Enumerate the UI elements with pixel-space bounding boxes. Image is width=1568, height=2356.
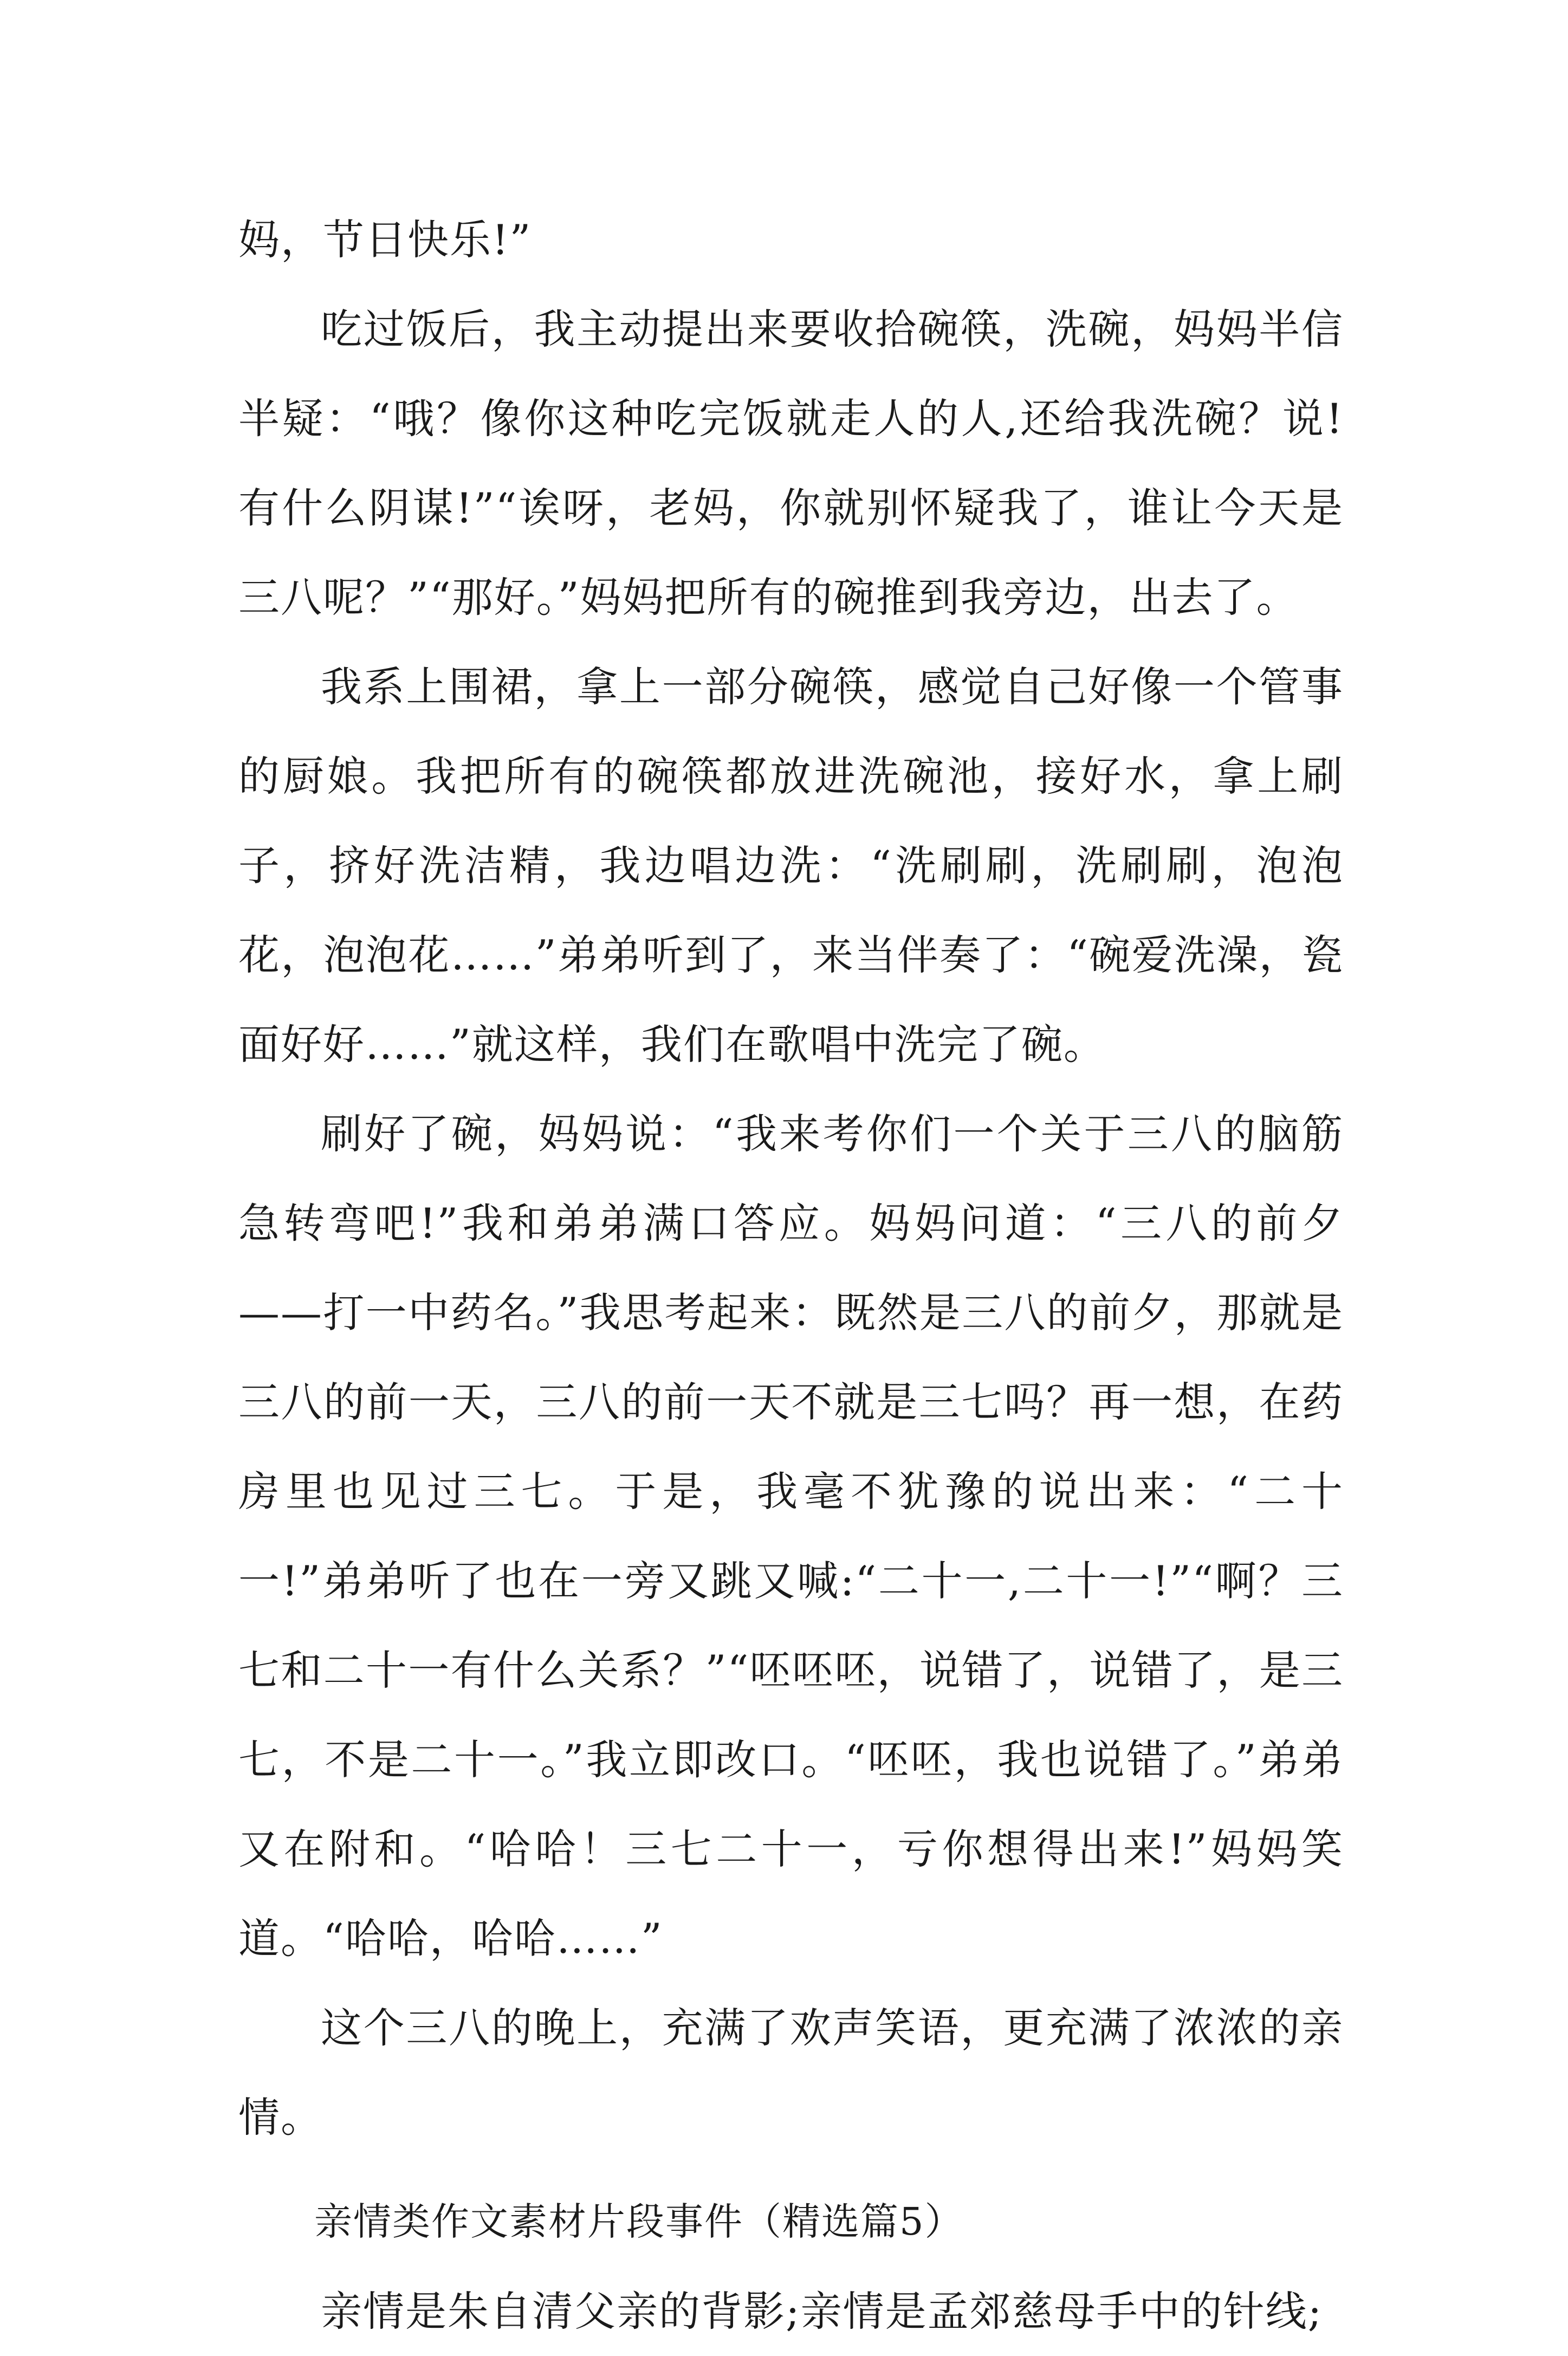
section-heading: 亲情类作文素材片段事件（精选篇5） <box>314 2199 964 2244</box>
document-body <box>238 195 1344 2356</box>
paragraph-washing-dishes: 我系上围裙，拿上一部分碗筷，感觉自己好像一个管事的厨娘。我把所有的碗筷都放进洗碗池，接好水，拿上刷子，挤好洗洁精，我边唱边洗：“洗刷刷，洗刷刷，泡泡花，泡泡花……”弟弟听到了，来当伴奏了：“碗爱洗澡，瓷面好好……”就这样，我们在歌唱中洗完了碗。 <box>238 663 1344 1069</box>
paragraph-continuation: 妈，节日快乐!” <box>238 216 532 264</box>
paragraph-washing-offer: 吃过饭后，我主动提出来要收拾碗筷，洗碗，妈妈半信半疑：“哦？像你这种吃完饭就走人的人,还给我洗碗？说!有什么阴谋!”“诶呀，老妈，你就别怀疑我了，谁让今天是三八呢？”“那好。”妈妈把所有的碗推到我旁边，出去了。 <box>238 305 1344 622</box>
paragraph-next-section: 亲情是朱自清父亲的背影;亲情是孟郊慈母手中的针线; <box>321 2287 1323 2335</box>
paragraph-riddle: 刷好了碗，妈妈说：“我来考你们一个关于三八的脑筋急转弯吧!”我和弟弟满口答应。妈妈问道：“三八的前夕——打一中药名。”我思考起来：既然是三八的前夕，那就是三八的前一天，三八的前一天不就是三七吗？再一想，在药房里也见过三七。于是，我毫不犹豫的说出来：“二十一!”弟弟听了也在一旁又跳又喊:“二十一,二十一!”“啊？三七和二十一有什么关系？”“呸呸呸，说错了，说错了，是三七，不是二十一。”我立即改口。“呸呸，我也说错了。”弟弟又在附和。“哈哈！三七二十一，亏你想得出来!”妈妈笑道。“哈哈，哈哈……” <box>238 1110 1344 1963</box>
paragraph-conclusion: 这个三八的晚上，充满了欢声笑语，更充满了浓浓的亲情。 <box>238 2004 1344 2141</box>
